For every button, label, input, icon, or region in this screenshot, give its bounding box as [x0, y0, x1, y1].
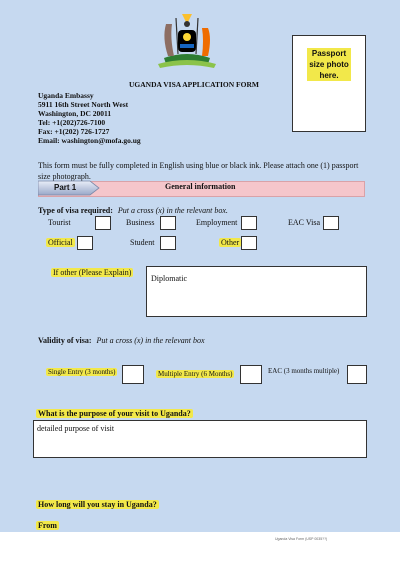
- embassy-street: 5911 16th Street North West: [38, 100, 129, 109]
- visa-option-eac-label: EAC Visa: [288, 218, 321, 227]
- other-explain-label: If other (Please Explain): [53, 268, 132, 277]
- form-title: UGANDA VISA APPLICATION FORM: [129, 80, 259, 89]
- purpose-value: detailed purpose of visit: [37, 424, 115, 433]
- part1-tag: Part 1: [54, 183, 77, 192]
- validity-single-label: Single Entry (3 months): [48, 368, 116, 376]
- other-explain-value: Diplomatic: [151, 274, 187, 283]
- purpose-field[interactable]: [33, 420, 367, 458]
- validity-label: Validity of visa:: [38, 336, 92, 345]
- footer-text: Uganda Visa Form (USP 0035??): [275, 537, 328, 541]
- visa-option-other-label: Other: [221, 238, 240, 247]
- visa-option-eac-checkbox[interactable]: [323, 216, 339, 230]
- visa-option-business-checkbox[interactable]: [160, 216, 176, 230]
- instructions-text: This form must be fully completed in English using blue or black ink. Please attach one (1) passport size photograph.: [38, 161, 359, 181]
- validity-eac-label: EAC (3 months multiple): [268, 367, 340, 375]
- embassy-name: Uganda Embassy: [38, 91, 94, 100]
- validity-multiple-label: Multiple Entry (6 Months): [158, 370, 233, 378]
- validity-hint: Put a cross (x) in the relevant box: [96, 336, 205, 345]
- photo-box-label: Passport size photo here.: [307, 48, 351, 81]
- visa-option-official-checkbox[interactable]: [77, 236, 93, 250]
- duration-label: How long will you stay in Uganda?: [38, 500, 157, 509]
- embassy-fax: Fax: +1(202) 726-1727: [38, 127, 110, 136]
- visa-option-tourist-label: Tourist: [48, 218, 71, 227]
- other-explain-field[interactable]: [146, 266, 367, 317]
- validity-eac-checkbox[interactable]: [347, 365, 367, 384]
- embassy-email: Email: washington@mofa.go.ug: [38, 136, 141, 145]
- visa-type-label: Type of visa required:: [38, 206, 113, 215]
- visa-option-student-label: Student: [130, 238, 155, 247]
- visa-type-hint: Put a cross (x) in the relevant box.: [117, 206, 228, 215]
- uganda-coat-of-arms-icon: [152, 8, 222, 70]
- visa-option-employment-label: Employment: [196, 218, 238, 227]
- visa-option-student-checkbox[interactable]: [160, 236, 176, 250]
- purpose-label: What is the purpose of your visit to Uganda?: [38, 409, 191, 418]
- visa-option-official-label: Official: [48, 238, 73, 247]
- from-label: From: [38, 521, 57, 530]
- visa-type-heading: [38, 206, 228, 215]
- embassy-address: [38, 91, 141, 145]
- validity-multiple-checkbox[interactable]: [240, 365, 262, 384]
- visa-option-business-label: Business: [126, 218, 155, 227]
- passport-photo-box[interactable]: [292, 35, 366, 132]
- visa-option-employment-checkbox[interactable]: [241, 216, 257, 230]
- visa-option-tourist-checkbox[interactable]: [95, 216, 111, 230]
- validity-single-checkbox[interactable]: [122, 365, 144, 384]
- part1-title: General information: [165, 182, 236, 191]
- visa-option-other-checkbox[interactable]: [241, 236, 257, 250]
- embassy-city: Washington, DC 20011: [38, 109, 112, 118]
- validity-heading: [38, 336, 205, 345]
- embassy-tel: Tel: +1(202)726-7100: [38, 118, 106, 127]
